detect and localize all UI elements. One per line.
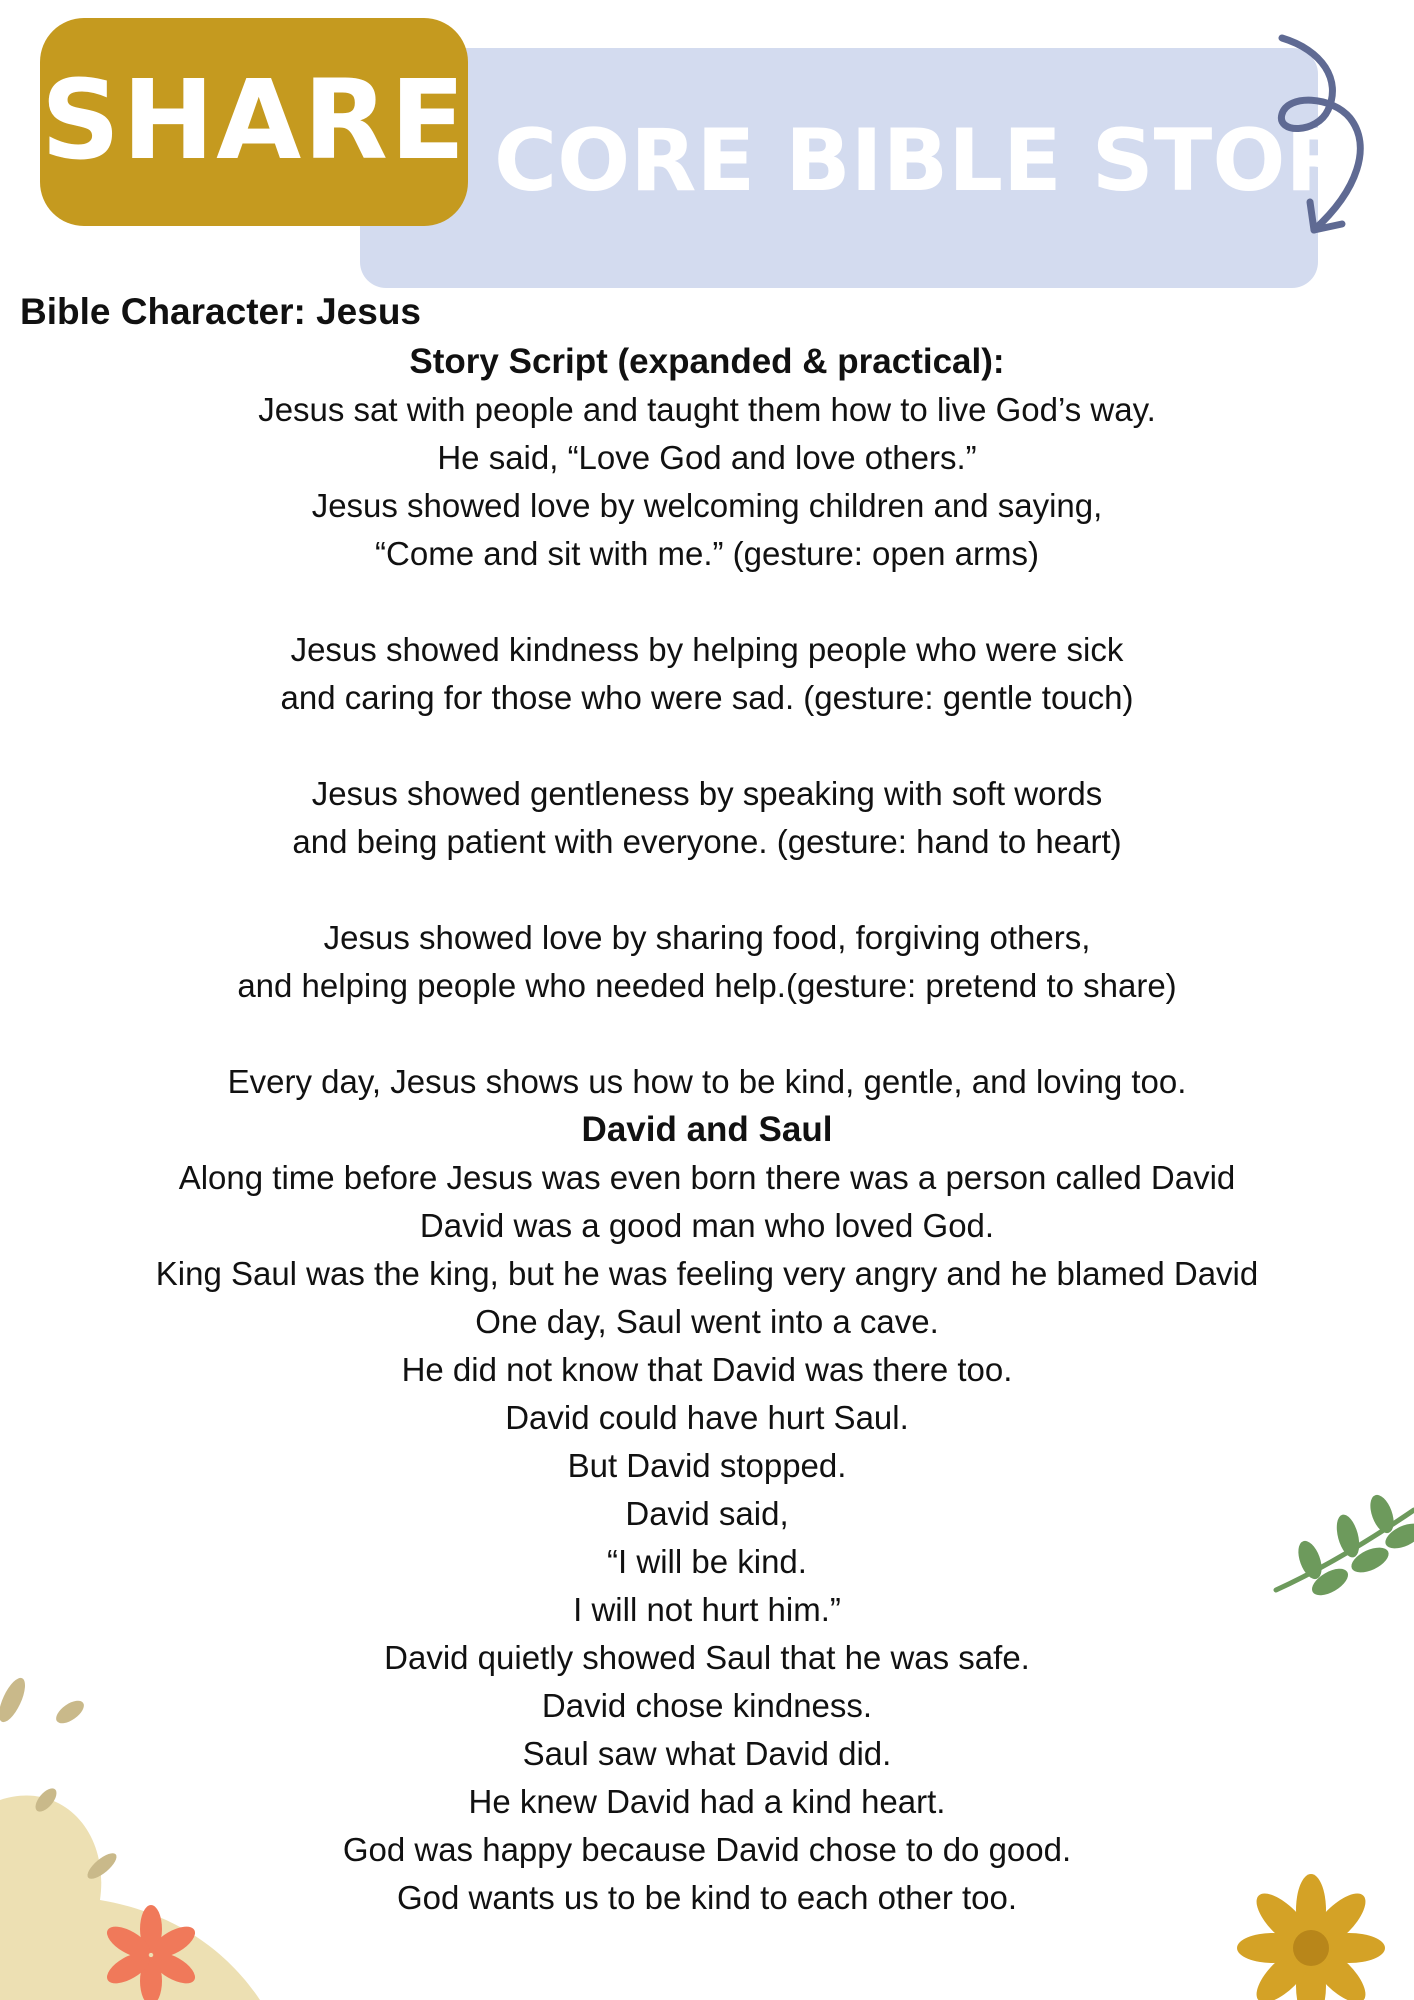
story-script (0, 338, 1414, 1922)
story-line: Jesus showed love by sharing food, forgiving others, (323, 919, 1091, 956)
story-line: He knew David had a kind heart. (468, 1783, 946, 1820)
story-closing-line: Every day, Jesus shows us how to be kind, gentle, and loving too. (227, 1063, 1187, 1100)
seed-marks-icon (0, 1640, 160, 1890)
story-line: One day, Saul went into a cave. (475, 1303, 939, 1340)
leaf-branch-icon (1270, 1490, 1414, 1600)
story-line: “Come and sit with me.” (gesture: open arms) (375, 535, 1039, 572)
share-badge (40, 18, 468, 226)
paragraph-gap (0, 722, 1414, 770)
story-line: and being patient with everyone. (gesture: hand to heart) (292, 823, 1122, 860)
paragraph-gap (0, 1010, 1414, 1058)
story-line: Jesus sat with people and taught them how to live God’s way. (258, 391, 1156, 428)
swirl-arrow-icon (1262, 30, 1392, 240)
paragraph-gap (0, 578, 1414, 626)
story-line: David chose kindness. (541, 1687, 873, 1724)
story-line: He said, “Love God and love others.” (437, 439, 977, 476)
page-title: CORE BIBLE STORY (494, 111, 1410, 211)
story-line: David said, (625, 1495, 789, 1532)
story-line: Jesus showed love by welcoming children and saying, (311, 487, 1103, 524)
story-line: David quietly showed Saul that he was safe. (384, 1639, 1030, 1676)
story-line: and caring for those who were sad. (gesture: gentle touch) (280, 679, 1134, 716)
story-line: Along time before Jesus was even born there was a person called David (178, 1159, 1236, 1196)
story-line: I will not hurt him.” (573, 1591, 841, 1628)
story-line: God was happy because David chose to do good. (342, 1831, 1072, 1868)
story-line: “I will be kind. (607, 1543, 807, 1580)
story-line: God wants us to be kind to each other too. (396, 1879, 1018, 1916)
orange-flower-icon (96, 1900, 206, 2000)
bible-character-label: Bible Character: Jesus (20, 291, 422, 332)
story-line: Saul saw what David did. (522, 1735, 892, 1772)
yellow-flower-icon (1226, 1868, 1396, 2000)
story-line: King Saul was the king, but he was feeling very angry and he blamed David (155, 1255, 1259, 1292)
story-line: and helping people who needed help.(gesture: pretend to share) (237, 967, 1177, 1004)
story-line: Jesus showed kindness by helping people who were sick (290, 631, 1124, 668)
story-line: But David stopped. (567, 1447, 847, 1484)
share-label: SHARE (40, 56, 468, 184)
story-line: David could have hurt Saul. (505, 1399, 909, 1436)
david-saul-heading: David and Saul (581, 1110, 833, 1149)
story-line: He did not know that David was there too. (401, 1351, 1013, 1388)
story-line: David was a good man who loved God. (419, 1207, 995, 1244)
script-heading: Story Script (expanded & practical): (409, 342, 1005, 381)
paragraph-gap (0, 866, 1414, 914)
story-line: Jesus showed gentleness by speaking with soft words (311, 775, 1103, 812)
